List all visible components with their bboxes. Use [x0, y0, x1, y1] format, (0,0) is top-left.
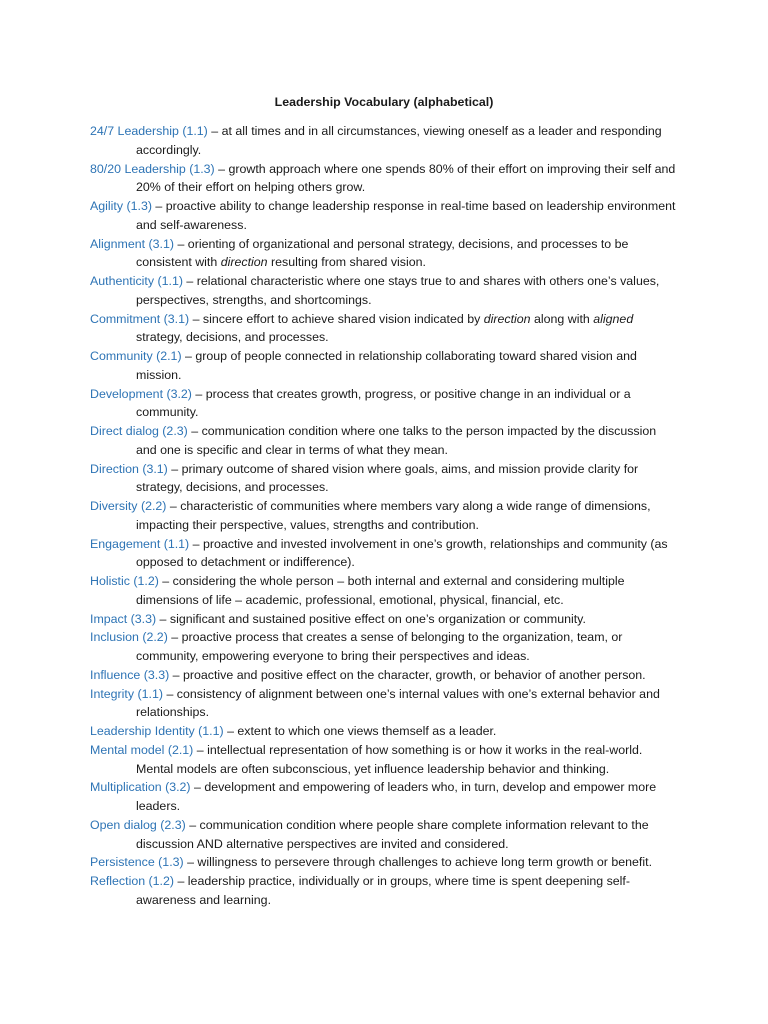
glossary-term: Reflection (1.2) [90, 874, 175, 888]
glossary-definition-emphasis: direction [483, 311, 531, 326]
glossary-entry [90, 347, 680, 385]
glossary-entry [90, 385, 680, 423]
glossary-definition: – proactive and invested involvement in one’s growth, relationships and community (as opposed to detachment or indifference). [136, 536, 668, 570]
glossary-term: Commitment (3.1) [90, 311, 190, 326]
glossary-entry [90, 235, 680, 273]
glossary-definition: – considering the whole person – both internal and external and considering multiple dimensions of life – academic, professional, emotional, physical, financial, etc. [136, 574, 625, 607]
glossary-definition: – relational characteristic where one stays true to and shares with others one’s values, perspectives, strengths, and shortcomings. [136, 274, 660, 307]
glossary-term: Persistence (1.3) [90, 855, 184, 870]
glossary-term: Agility (1.3) [90, 199, 152, 213]
glossary-term: Multiplication (3.2) [90, 780, 191, 795]
glossary-term: Integrity (1.1) [90, 686, 163, 701]
glossary-term: 80/20 Leadership (1.3) [90, 161, 215, 176]
glossary-term: Direct dialog (2.3) [90, 424, 188, 438]
glossary-definition: – communication condition where one talks to the person impacted by the discussion and one is specific and clear in terms of what they mean. [136, 424, 657, 457]
glossary-term: Holistic (1.2) [90, 574, 159, 588]
glossary-entry [90, 778, 680, 816]
glossary-entry [90, 872, 680, 910]
glossary-entry [90, 535, 680, 573]
glossary-definition: – consistency of alignment between one’s internal values with one’s external behavior and relationships. [136, 686, 660, 720]
glossary-entry [90, 422, 680, 460]
glossary-definition: – proactive ability to change leadership response in real-time based on leadership environment and self-awareness. [136, 199, 676, 232]
glossary-entry [90, 628, 680, 666]
glossary-term: Open dialog (2.3) [90, 817, 186, 832]
glossary-entry [90, 816, 680, 854]
glossary-term: Community (2.1) [90, 349, 182, 363]
glossary-definition: – willingness to persevere through challenges to achieve long term growth or benefit. [183, 855, 653, 870]
glossary-term: Mental model (2.1) [90, 742, 194, 757]
glossary-entry [90, 497, 680, 535]
glossary-term: Impact (3.3) [90, 611, 157, 626]
glossary-entry [90, 160, 680, 198]
glossary-entry [90, 272, 680, 310]
glossary-term: Leadership Identity (1.1) [90, 724, 224, 738]
glossary-entry [90, 197, 680, 235]
glossary-entry [90, 741, 680, 779]
glossary-definition: – proactive and positive effect on the character, growth, or behavior of another person. [169, 667, 646, 682]
glossary-definition: – characteristic of communities where members vary along a wide range of dimensions, impacting their perspective, values, strengths and contribution. [136, 499, 651, 532]
glossary-definition: – growth approach where one spends 80% of their effort on improving their self and 20% of their effort on helping others grow. [136, 161, 676, 195]
glossary-entry [90, 122, 680, 160]
glossary-definition: – process that creates growth, progress, or positive change in an individual or a community. [136, 386, 631, 420]
glossary-definition: – sincere effort to achieve shared vision indicated by [189, 311, 484, 326]
glossary-term: Influence (3.3) [90, 667, 170, 682]
glossary-definition: – group of people connected in relationship collaborating toward shared vision and mission. [136, 349, 637, 382]
glossary-entry [90, 460, 680, 498]
glossary-term: Direction (3.1) [90, 461, 168, 476]
glossary-definition: – extent to which one views themself as a leader. [223, 724, 497, 738]
glossary-definition: – at all times and in all circumstances, viewing oneself as a leader and responding accordingly. [136, 124, 662, 157]
glossary-term: Alignment (3.1) [90, 236, 175, 251]
glossary-definition: – intellectual representation of how something is or how it works in the real-world. Mental models are often subconscious, yet influence leadership behavior and thinking. [136, 742, 643, 776]
glossary-definition: – primary outcome of shared vision where goals, aims, and mission provide clarity for strategy, decisions, and processes. [136, 461, 639, 495]
glossary-definition: – proactive process that creates a sense of belonging to the organization, team, or community, empowering everyone to bring their perspectives and ideas. [136, 630, 623, 663]
glossary-entry [90, 722, 680, 741]
glossary-entry [90, 310, 680, 348]
glossary-term: Development (3.2) [90, 386, 192, 401]
glossary-definition: – leadership practice, individually or in groups, where time is spent deepening self-awareness and learning. [136, 874, 630, 907]
glossary-entry [90, 572, 680, 610]
glossary-definition: resulting from shared vision. [267, 255, 426, 270]
glossary-term: Diversity (2.2) [90, 499, 167, 513]
glossary-entry [90, 853, 680, 872]
glossary-definition: – development and empowering of leaders who, in turn, develop and empower more leaders. [136, 780, 657, 813]
glossary-term: 24/7 Leadership (1.1) [90, 124, 208, 138]
glossary-definition: along with [530, 311, 594, 326]
glossary-definition: – communication condition where people share complete information relevant to the discussion AND alternative perspectives are invited and considered. [136, 817, 649, 851]
glossary-definition: – significant and sustained positive effect on one’s organization or community. [156, 611, 586, 626]
glossary-definition-emphasis: direction [220, 255, 268, 270]
glossary-definition: strategy, decisions, and processes. [136, 330, 329, 345]
glossary-term: Engagement (1.1) [90, 536, 190, 551]
glossary-term: Inclusion (2.2) [90, 630, 168, 645]
page-title: Leadership Vocabulary (alphabetical) [274, 95, 494, 109]
glossary-entry [90, 610, 680, 629]
glossary-term: Authenticity (1.1) [90, 274, 183, 288]
glossary-entry [90, 666, 680, 685]
glossary-entry [90, 685, 680, 723]
glossary-definition-emphasis: aligned [593, 311, 634, 326]
glossary-definition: – orienting of organizational and personal strategy, decisions, and processes to be consistent with [136, 236, 629, 270]
glossary-list [90, 122, 680, 910]
